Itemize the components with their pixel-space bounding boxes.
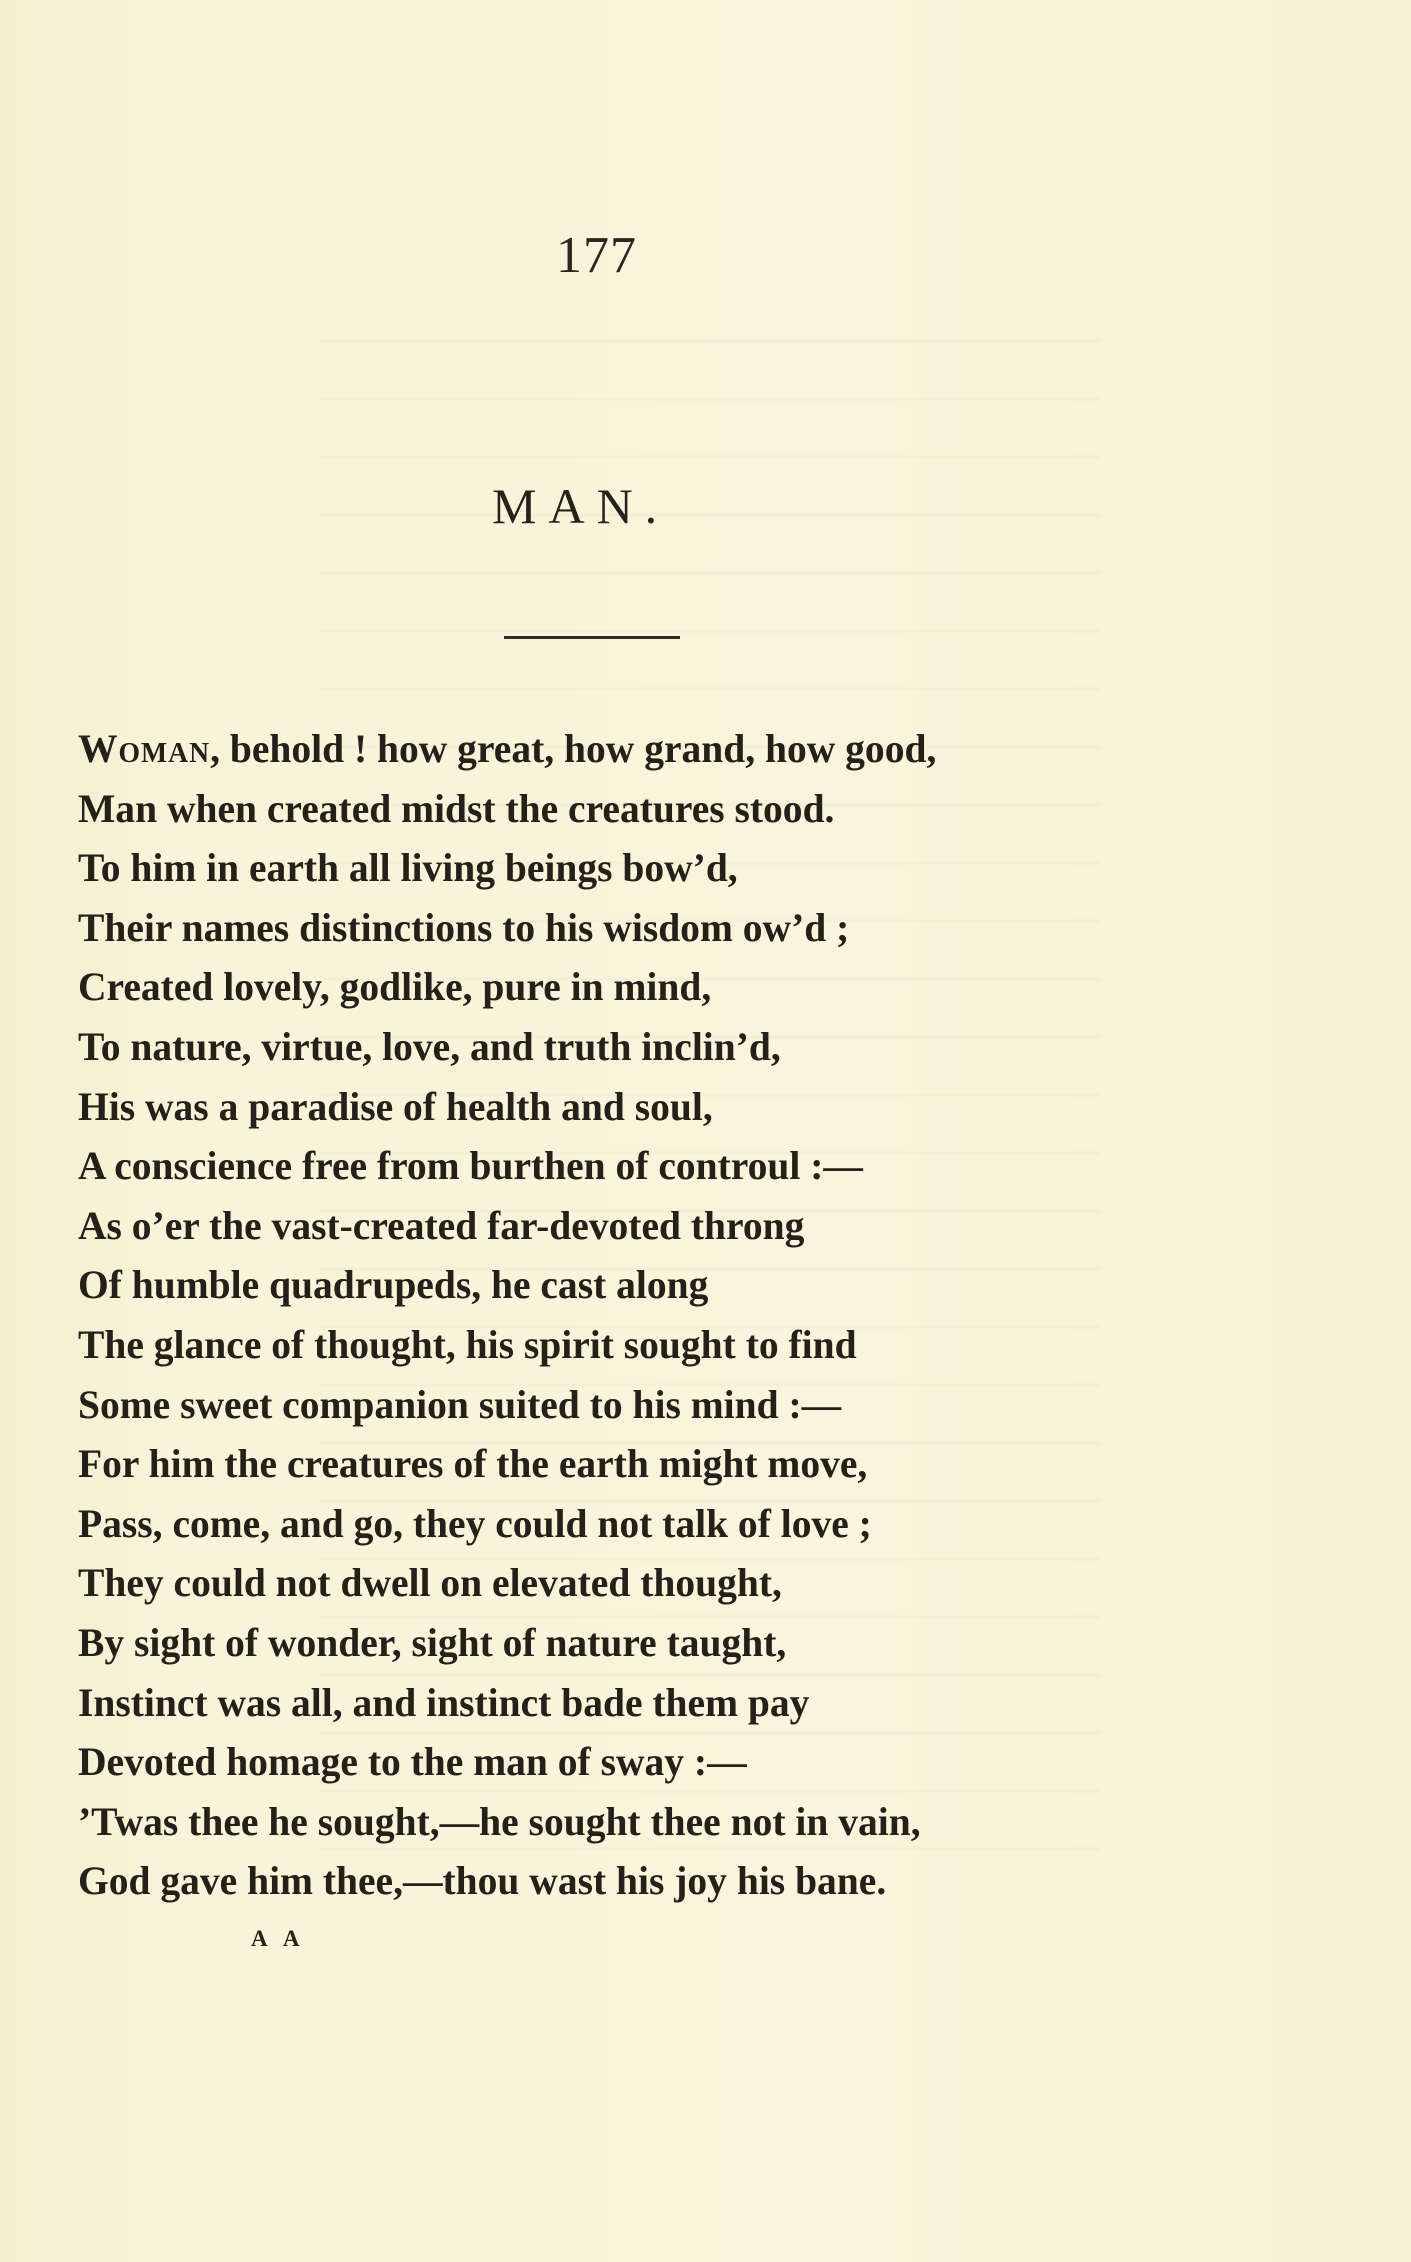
signature-mark: A A [251, 1926, 306, 1951]
poem-line-12: Some sweet companion suited to his mind :— [78, 1381, 842, 1427]
poem-line-15: They could not dwell on elevated thought, [78, 1560, 782, 1606]
poem-text [78, 719, 1098, 1911]
poem-line-20: God gave him thee,—thou wast his joy his bane. [78, 1858, 887, 1904]
poem-line-10: Of humble quadrupeds, he cast along [78, 1262, 709, 1308]
poem-line-14: Pass, come, and go, they could not talk of love ; [78, 1500, 872, 1546]
poem-line-16: By sight of wonder, sight of nature taught, [78, 1619, 787, 1665]
poem-line-13: For him the creatures of the earth might move, [78, 1441, 868, 1487]
opening-word: Woman [78, 726, 211, 771]
poem-line-4: Their names distinctions to his wisdom ow’d ; [78, 904, 850, 950]
poem-line-3: To him in earth all living beings bow’d, [78, 845, 738, 891]
poem-line-9: As o’er the vast-created far-devoted throng [78, 1202, 805, 1248]
opening-line-rest: , behold ! how great, how grand, how good, [210, 726, 937, 771]
poem-line-2: Man when created midst the creatures stood. [78, 785, 835, 831]
poem-line-7: His was a paradise of health and soul, [78, 1083, 713, 1129]
poem-line-1 [78, 719, 1086, 779]
poem-line-6: To nature, virtue, love, and truth inclin’d, [78, 1023, 781, 1069]
poem-line-5: Created lovely, godlike, pure in mind, [78, 964, 712, 1010]
poem-line-11: The glance of thought, his spirit sought to find [78, 1321, 857, 1367]
poem-line-18: Devoted homage to the man of sway :— [78, 1739, 747, 1785]
poem-title: MAN. [492, 478, 670, 534]
poem-line-17: Instinct was all, and instinct bade them pay [78, 1679, 810, 1725]
poem-line-19: ’Twas thee he sought,—he sought thee not in vain, [78, 1798, 921, 1844]
page-number: 177 [556, 227, 637, 284]
poem-line-8: A conscience free from burthen of controul :— [78, 1143, 863, 1189]
title-rule [504, 636, 680, 639]
